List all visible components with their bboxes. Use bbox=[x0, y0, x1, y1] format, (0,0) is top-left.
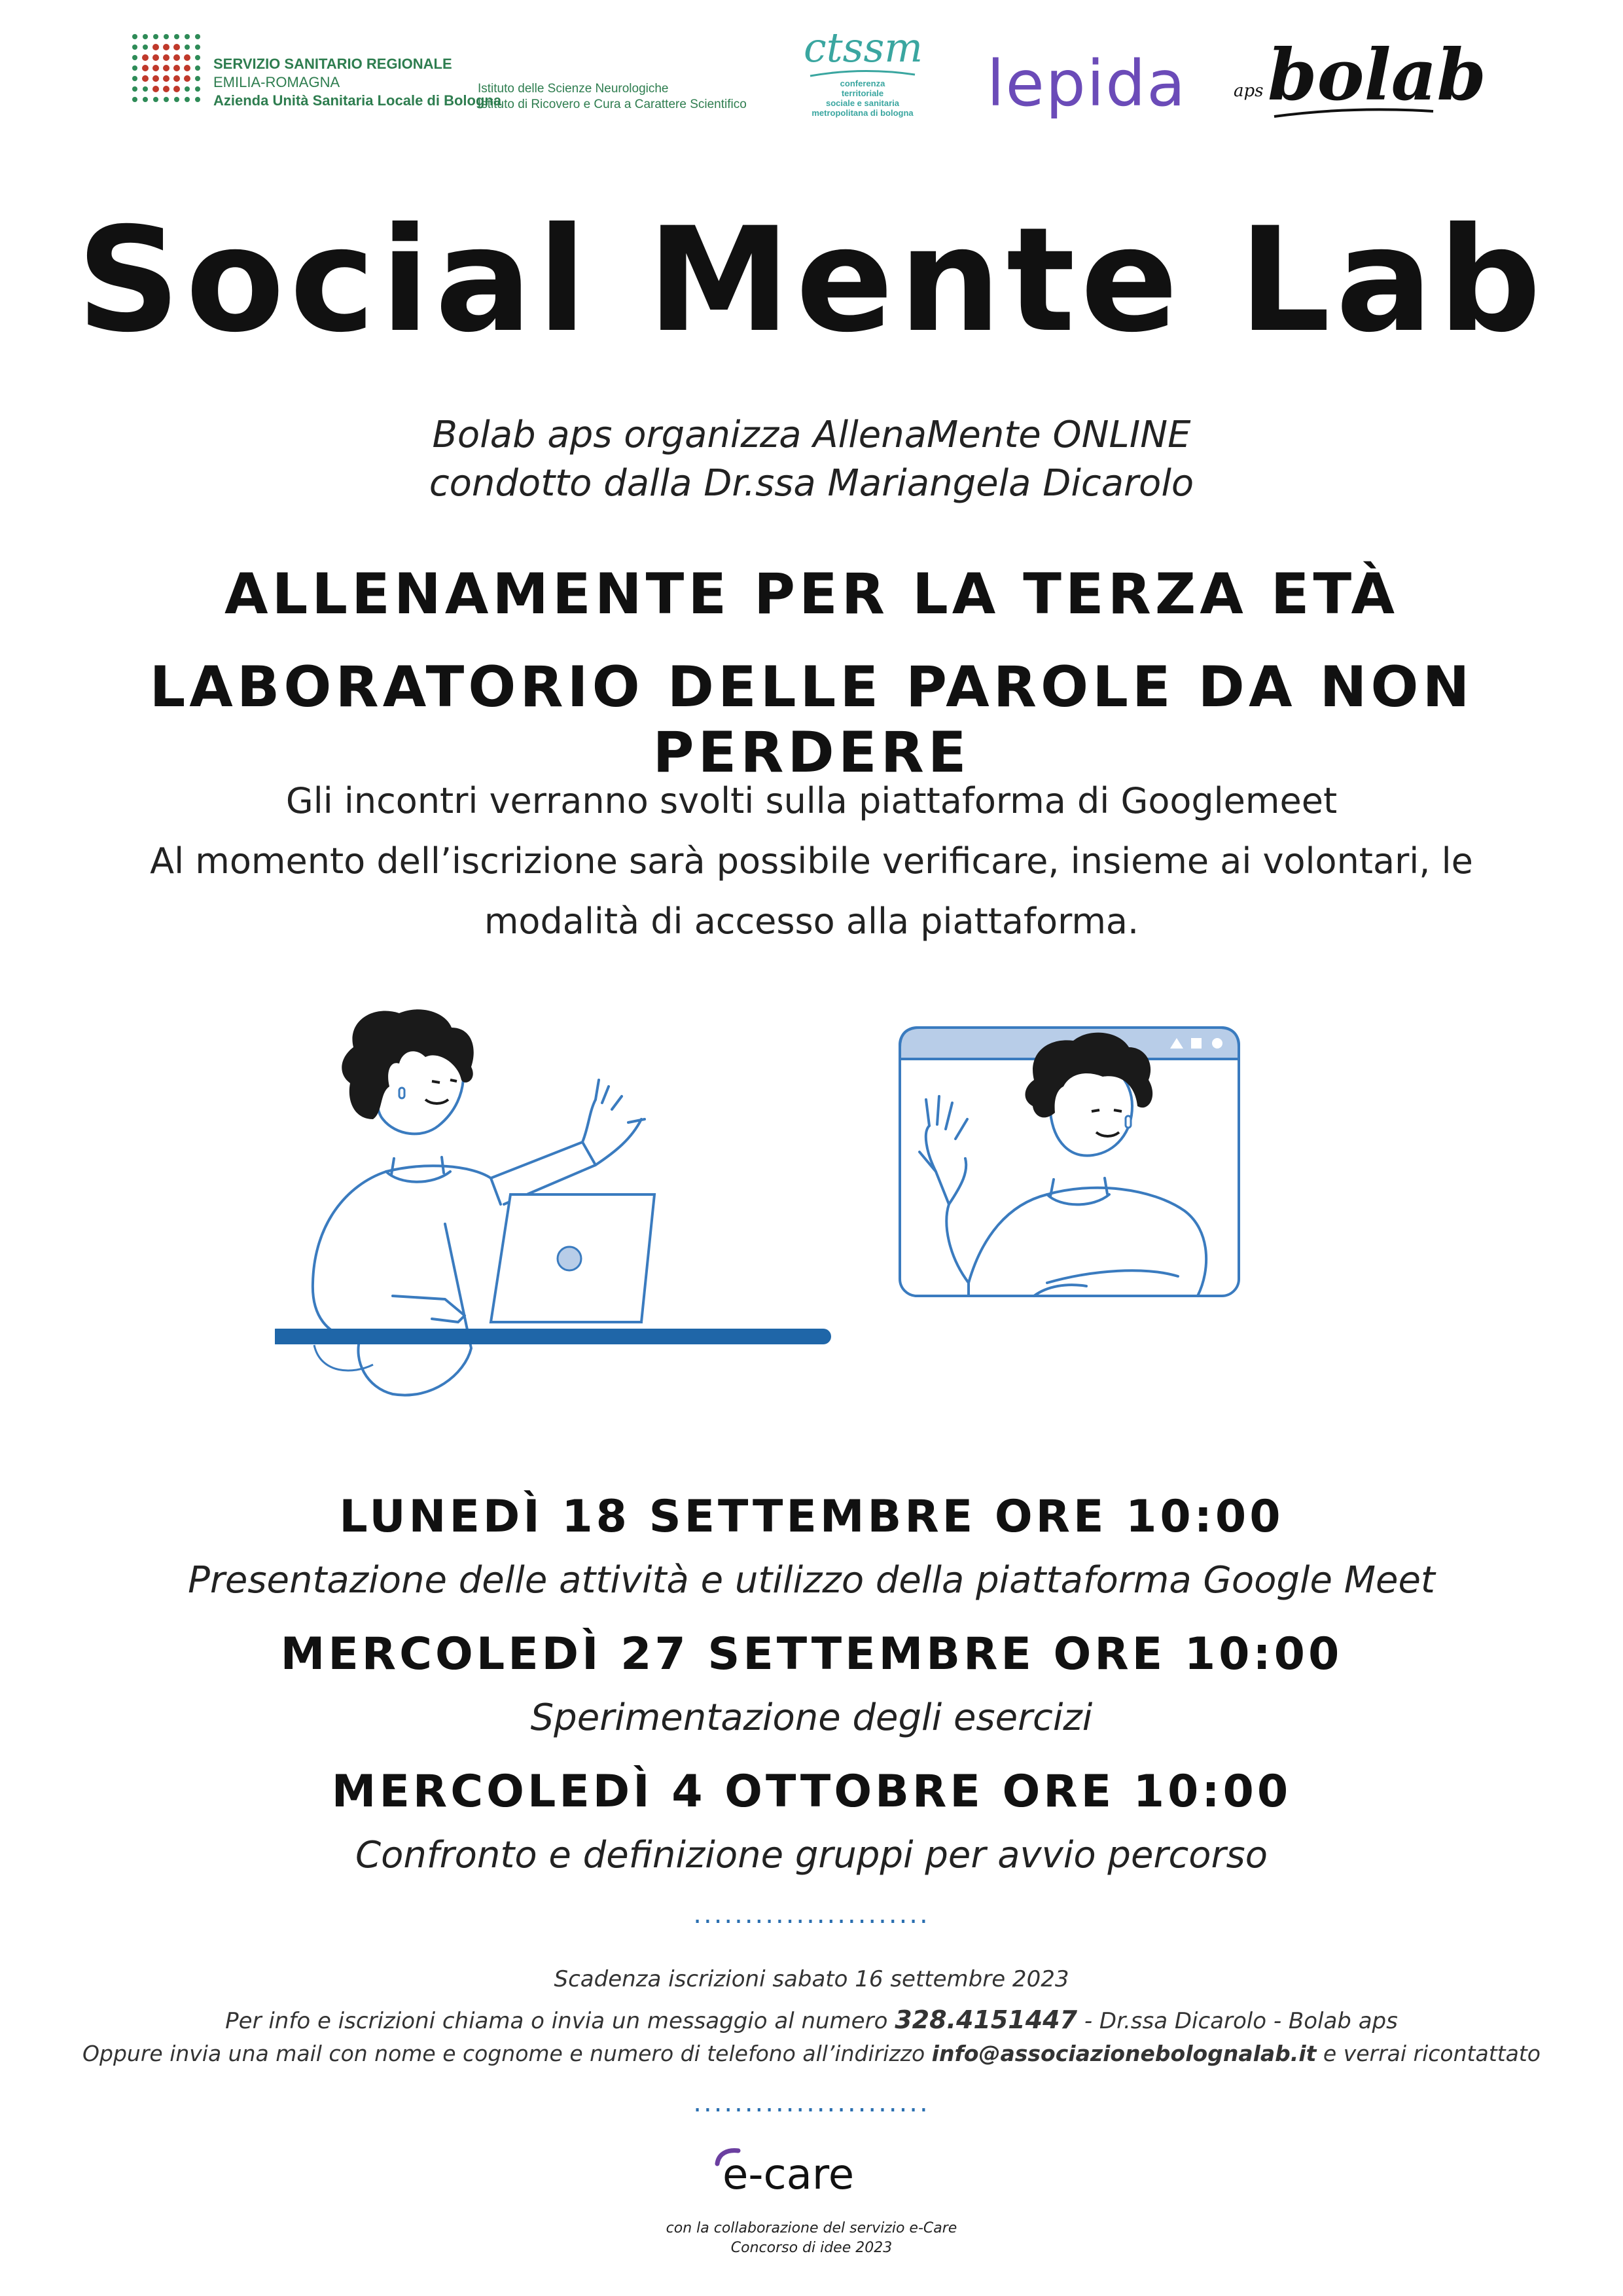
left-head-icon bbox=[342, 1009, 473, 1134]
ctssm-line2: territoriale bbox=[841, 88, 884, 98]
ssr-line1: SERVIZIO SANITARIO REGIONALE bbox=[213, 56, 452, 72]
info-line bbox=[0, 2005, 1623, 2034]
session-1-desc: Presentazione delle attività e utilizzo della piattaforma Google Meet bbox=[188, 1559, 1435, 1602]
info-post: - Dr.ssa Dicarolo - Bolab aps bbox=[1077, 2008, 1398, 2034]
heading-line1: ALLENAMENTE PER LA TERZA ETÀ bbox=[224, 562, 1399, 627]
mail-line bbox=[0, 2041, 1623, 2066]
logo-isn bbox=[478, 81, 747, 113]
ctssm-mark: ctssm bbox=[804, 24, 923, 71]
bolab-wordmark: bolab bbox=[1268, 34, 1487, 117]
ssr-line3: Azienda Unità Sanitaria Locale di Bologna bbox=[213, 92, 502, 109]
logo-ctssm bbox=[804, 26, 921, 118]
logo-ssr bbox=[130, 29, 502, 114]
intro-line3: modalità di accesso alla piattaforma. bbox=[484, 901, 1139, 942]
mail-post: e verrai ricontattato bbox=[1316, 2041, 1541, 2066]
collab-line1: con la collaborazione del servizio e-Care bbox=[666, 2220, 957, 2236]
ctssm-line1: conferenza bbox=[840, 79, 885, 88]
session-3-desc: Confronto e definizione gruppi per avvio percorso bbox=[355, 1834, 1268, 1876]
bolab-aps: aps bbox=[1234, 81, 1264, 101]
laptop-icon bbox=[491, 1194, 654, 1322]
session-3-date: MERCOLEDÌ 4 OTTOBRE ORE 10:00 bbox=[331, 1766, 1292, 1818]
ssr-dots-icon bbox=[130, 31, 202, 103]
bolab-swoosh-icon bbox=[1273, 102, 1436, 122]
ctssm-line3: sociale e sanitaria bbox=[825, 98, 899, 108]
separator-dots-1: ....................... bbox=[693, 1899, 930, 1929]
intro-line1: Gli incontri verranno svolti sulla piattaforma di Googlemeet bbox=[285, 780, 1338, 821]
phone-number[interactable]: 328.4151447 bbox=[895, 2005, 1078, 2034]
ecare-logo bbox=[713, 2147, 910, 2206]
logo-lepida: lepida bbox=[987, 47, 1187, 120]
isn-line1: Istituto delle Scienze Neurologiche bbox=[478, 82, 669, 96]
collab-line2: Concorso di idee 2023 bbox=[730, 2240, 893, 2256]
ecare-wordmark: e-care bbox=[722, 2151, 855, 2199]
subtitle-line1: Bolab aps organizza AllenaMente ONLINE bbox=[432, 414, 1191, 456]
isn-line2: Istituto di Ricovero e Cura a Carattere Scientifico bbox=[478, 98, 747, 111]
desk-icon bbox=[275, 1329, 831, 1344]
ctssm-line4: metropolitana di bologna bbox=[812, 108, 914, 118]
heading-line2: LABORATORIO DELLE PAROLE DA NON PERDERE bbox=[149, 655, 1474, 785]
session-2-date: MERCOLEDÌ 27 SETTEMBRE ORE 10:00 bbox=[280, 1628, 1343, 1680]
video-call-illustration bbox=[275, 1008, 1296, 1414]
session-2-desc: Sperimentazione degli esercizi bbox=[530, 1696, 1093, 1739]
intro-line2: Al momento dell’iscrizione sarà possibile verificare, insieme ai volontari, le bbox=[150, 840, 1473, 882]
separator-dots-2: ....................... bbox=[693, 2088, 930, 2118]
mail-pre: Oppure invia una mail con nome e cognome e numero di telefono all’indirizzo bbox=[82, 2041, 932, 2066]
session-1-date: LUNEDÌ 18 SETTEMBRE ORE 10:00 bbox=[339, 1491, 1284, 1543]
subtitle-line2: condotto dalla Dr.ssa Mariangela Dicarolo bbox=[429, 462, 1194, 505]
page-title: Social Mente Lab bbox=[77, 196, 1546, 364]
ssr-line2: EMILIA-ROMAGNA bbox=[213, 74, 340, 90]
info-pre: Per info e iscrizioni chiama o invia un messaggio al numero bbox=[225, 2008, 895, 2034]
deadline-text: Scadenza iscrizioni sabato 16 settembre 2023 bbox=[554, 1966, 1069, 1992]
email-link[interactable]: info@associazionebolognalab.it bbox=[931, 2041, 1317, 2066]
logo-bolab bbox=[1234, 34, 1487, 119]
